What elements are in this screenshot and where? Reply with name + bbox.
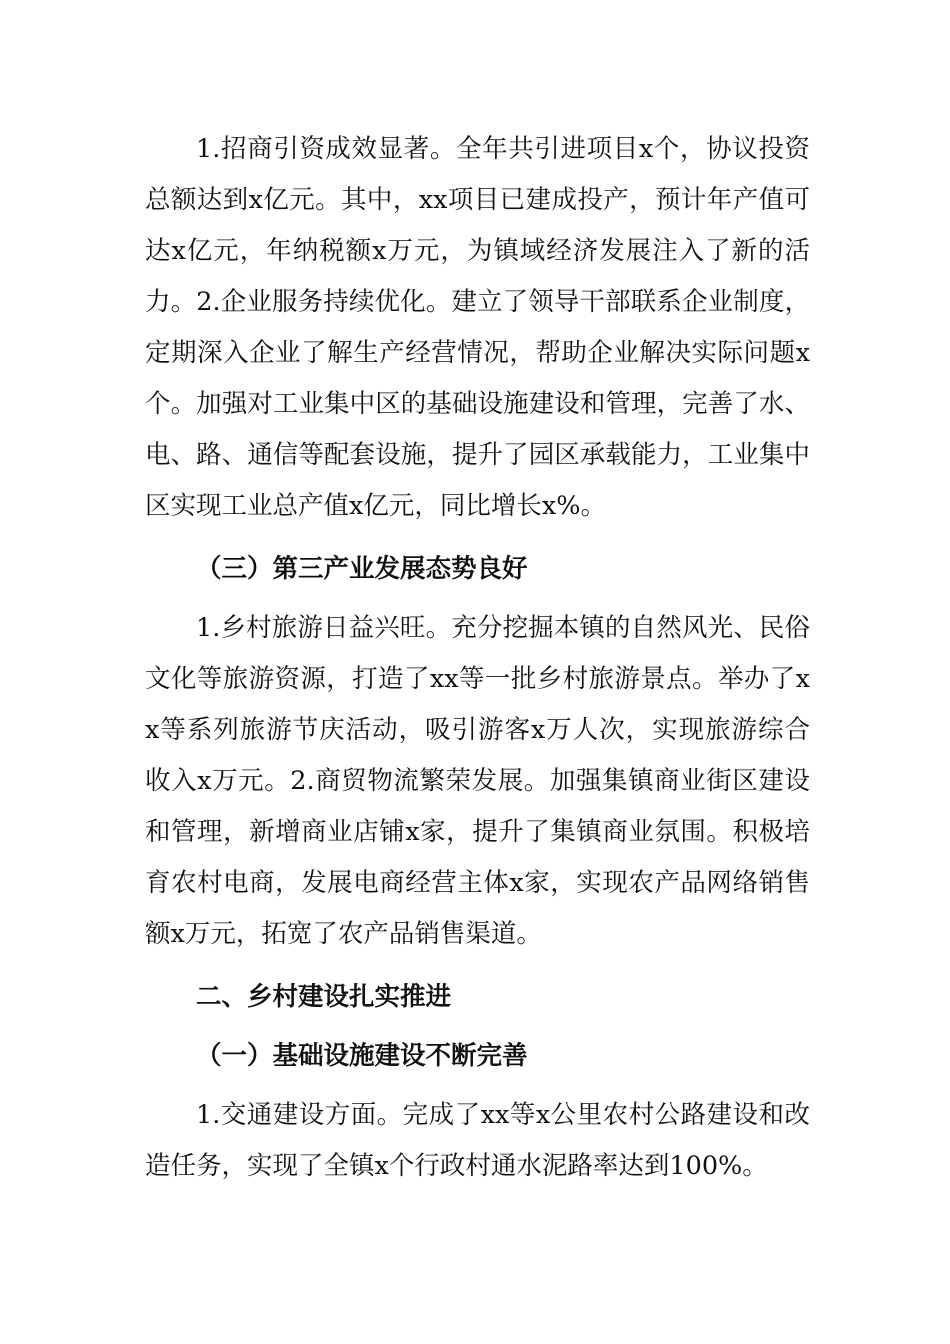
heading-rural-construction: 二、乡村建设扎实推进 [196, 982, 452, 1012]
document-body [145, 124, 810, 1192]
heading-tertiary-industry: （三）第三产业发展态势良好 [196, 554, 528, 584]
paragraph-transport: 1.交通建设方面。完成了xx等x公里农村公路建设和改造任务，实现了全镇x个行政村通水泥路率达到100%。 [145, 1100, 810, 1181]
paragraph-tertiary: 1.乡村旅游日益兴旺。充分挖掘本镇的自然风光、民俗文化等旅游资源，打造了xx等一批乡村旅游景点。举办了xx等系列旅游节庆活动，吸引游客x万人次，实现旅游综合收入x万元。2.商贸物流繁荣发展。加强集镇商业街区建设和管理，新增商业店铺x家，提升了集镇商业氛围。积极培育农村电商，发展电商经营主体x家，实现农产品网络销售额x万元，拓宽了农产品销售渠道。 [145, 613, 810, 949]
paragraph-industry: 1.招商引资成效显著。全年共引进项目x个，协议投资总额达到x亿元。其中，xx项目已建成投产，预计年产值可达x亿元，年纳税额x万元，为镇域经济发展注入了新的活力。2.企业服务持续优化。建立了领导干部联系企业制度，定期深入企业了解生产经营情况，帮助企业解决实际问题x个。加强对工业集中区的基础设施建设和管理，完善了水、电、路、通信等配套设施，提升了园区承载能力，工业集中区实现工业总产值x亿元，同比增长x%。 [145, 134, 810, 521]
heading-infrastructure: （一）基础设施建设不断完善 [196, 1041, 528, 1071]
